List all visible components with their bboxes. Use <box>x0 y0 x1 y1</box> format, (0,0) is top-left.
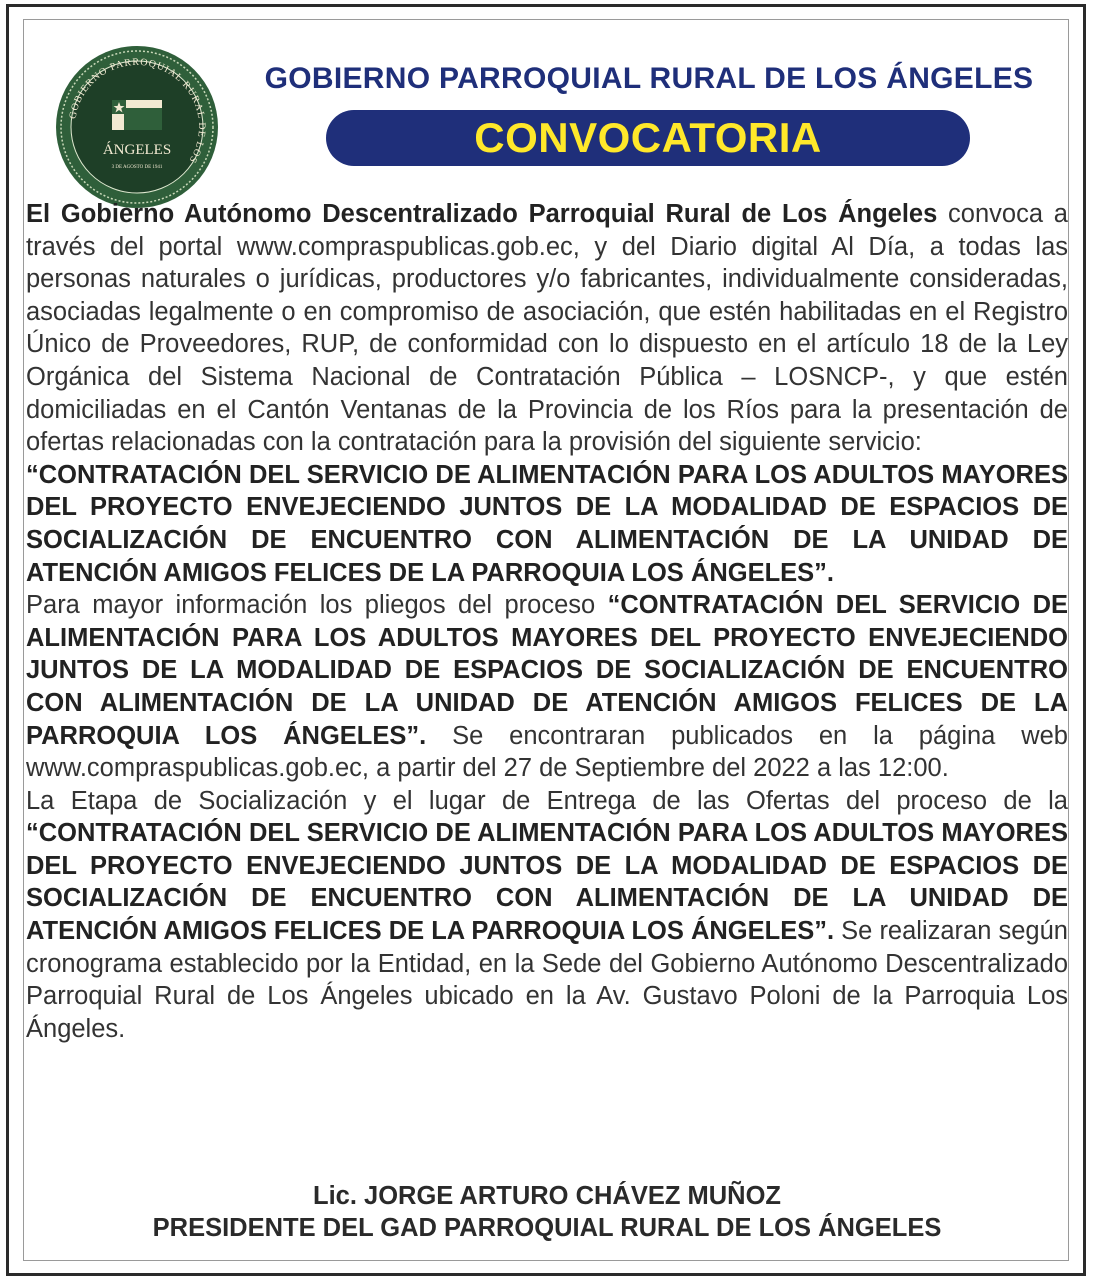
paragraph-intro <box>26 198 1068 459</box>
stage-text-2: Se realizaran según cronograma establecido por la Entidad, en la Sede del Gobierno Autónomo Descentralizado Parroquial Rural de Los Ángeles ubicado en la Av. Gustavo Poloni de la Parroquia Los Ángeles. <box>26 917 1068 1043</box>
info-process-title: “CONTRATACIÓN DEL SERVICIO DE ALIMENTACIÓN PARA LOS ADULTOS MAYORES DEL PROYECTO ENVEJECIENDO JUNTOS DE LA MODALIDAD DE ESPACIOS DE SOCIALIZACIÓN DE ENCUENTRO CON ALIMENTACIÓN DE LA UNIDAD DE ATENCIÓN AMIGOS FELICES DE LA PARROQUIA LOS ÁNGELES”. <box>26 591 1069 750</box>
intro-institution: El Gobierno Autónomo Descentralizado Parroquial Rural de Los Ángeles <box>26 200 938 228</box>
service-title: “CONTRATACIÓN DEL SERVICIO DE ALIMENTACIÓN PARA LOS ADULTOS MAYORES DEL PROYECTO ENVEJECIENDO JUNTOS DE LA MODALIDAD DE ESPACIOS DE SOCIALIZACIÓN DE ENCUENTRO CON ALIMENTACIÓN DE LA UNIDAD DE ATENCIÓN AMIGOS FELICES DE LA PARROQUIA LOS ÁNGELES”. <box>26 460 1068 587</box>
stage-text: La Etapa de Socialización y el lugar de Entrega de las Ofertas del proceso de la <box>26 786 1068 815</box>
seal-name: ÁNGELES <box>102 142 172 158</box>
paragraph-service <box>26 459 1068 589</box>
signatory-role: PRESIDENTE DEL GAD PARROQUIAL RURAL DE LOS ÁNGELES <box>152 1214 942 1242</box>
announcement-body <box>26 198 1068 1045</box>
seal-ring-text: GOBIERNO PARROQUIAL RURAL DE LOS <box>67 56 208 166</box>
signatory-name: Lic. JORGE ARTURO CHÁVEZ MUÑOZ <box>313 1182 781 1210</box>
banner-label: CONVOCATORIA <box>474 114 822 161</box>
stage-process-title: “CONTRATACIÓN DEL SERVICIO DE ALIMENTACIÓN PARA LOS ADULTOS MAYORES DEL PROYECTO ENVEJECIENDO JUNTOS DE LA MODALIDAD DE ESPACIOS DE SOCIALIZACIÓN DE ENCUENTRO CON ALIMENTACIÓN DE LA UNIDAD DE ATENCIÓN AMIGOS FELICES DE LA PARROQUIA LOS ÁNGELES”. <box>26 819 1068 946</box>
info-text-2: Se encontraran publicados en la página web www.compraspublicas.gob.ec, a partir del 27 de Septiembre del 2022 a las 12:00. <box>26 721 1068 783</box>
intro-text: convoca a través del portal www.compraspublicas.gob.ec, y del Diario digital Al Día, a todas las personas naturales o jurídicas, productores y/o fabricantes, individualmente consideradas, asociadas legalmente o en compromiso de asociación, que estén habilitadas en el Registro Único de Proveedores, RUP, de conformidad con lo dispuesto en el artículo 18 de la Ley Orgánica del Sistema Nacional de Contratación Pública – LOSNCP-, y que estén domiciliadas en el Cantón Ventanas de la Provincia de los Ríos para la presentación de ofertas relacionadas con la contratación para la provisión del siguiente servicio: <box>26 200 1068 457</box>
seal-date: 3 DE AGOSTO DE 1941 <box>111 165 163 170</box>
header-title: GOBIERNO PARROQUIAL RURAL DE LOS ÁNGELES <box>264 62 1034 95</box>
info-text: Para mayor información los pliegos del proceso <box>26 591 608 620</box>
signature-block <box>26 1180 1068 1244</box>
paragraph-stage <box>26 785 1068 1046</box>
convocatoria-banner <box>326 110 970 166</box>
paragraph-info <box>26 589 1068 785</box>
parish-seal-logo <box>54 44 220 210</box>
